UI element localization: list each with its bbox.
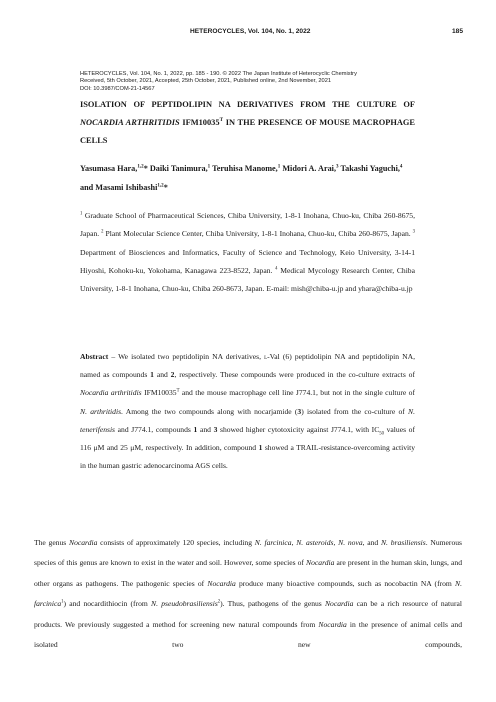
body-text: consists of approximately 120 species, including: [97, 538, 255, 547]
author-name: Midori A. Arai,: [282, 164, 336, 173]
author-sep: *: [163, 183, 168, 192]
compound-ref: 3: [213, 424, 218, 434]
affil-text: Graduate School of Pharmaceutical Sciences, Chiba University, 1-8-1 Inohana, Chuo-ku, Chiba 260-8675, Japan.: [80, 211, 415, 239]
species-name: N. farcinica: [254, 538, 292, 547]
abstract-text: and: [197, 424, 214, 434]
compound-ref: 1: [150, 370, 154, 380]
compound-ref: 2: [170, 370, 175, 380]
citation-dates: Received, 5th October, 2021, Accepted, 25th October, 2021, Published online, 2nd November, 2021: [80, 78, 332, 85]
author-name: Teruhisa Manome,: [212, 164, 278, 173]
abstract: [80, 348, 415, 475]
reference-sup[interactable]: 1: [61, 599, 64, 605]
species-name: N. asteroids: [296, 538, 334, 547]
stereo-prefix: l: [264, 352, 268, 361]
doi: DOI: 10.3987/COM-21-14567: [80, 85, 155, 92]
affil-text: Department of Biosciences and Informatics, Faculty of Science and Technology, Keio University, 3-14-1 Hiyoshi, Kohoku-ku, Yokohama, Kanagawa 223-8522, Japan.: [80, 247, 415, 275]
body-text: produce many bioactive compounds, such as nocobactin NA (from: [235, 578, 456, 588]
abstract-text: ) isolated from the co-culture of: [301, 406, 409, 416]
compound-ref: 3: [297, 406, 302, 416]
affil-number: 2: [101, 229, 104, 235]
affil-text: Medical Mycology Research Center, Chiba University, 1-8-1 Inohana, Chuo-ku, Chiba 260-8673, Japan. E-mail: mish@chiba-u.jp and yhara@chiba-u.jp: [80, 265, 415, 294]
author-name: Masami Ishibashi: [95, 183, 158, 192]
abstract-text: -Val (6) peptidolipin NA and peptidolipin NA, named as compounds: [80, 352, 415, 380]
journal-header: HETEROCYCLES, Vol. 104, No. 1, 2022: [190, 28, 311, 35]
abstract-text: showed a TRAIL-resistance-overcoming activity in the human gastric adenocarcinoma AGS cells.: [80, 443, 416, 471]
author-name: Daiki Tanimura,: [149, 164, 208, 173]
affiliations: [80, 207, 415, 298]
abstract-text: and J774.1, compounds: [115, 424, 194, 434]
body-text: are present in the human skin, lungs, and other organs as pathogens. The pathogenic species of: [34, 558, 462, 588]
genus-name: Nocardia: [318, 619, 347, 629]
species-name: Nocardia arthritidis: [80, 388, 142, 398]
author-name: Yasumasa Hara,: [80, 164, 138, 173]
author-list: [80, 159, 415, 197]
species-name: N. arthritidis: [80, 406, 122, 416]
article-title: [80, 96, 415, 150]
abstract-text: and the mouse macrophage cell line J774.1, but not in the single culture of: [179, 388, 415, 398]
affil-number: 1: [80, 211, 83, 217]
species-name: N. tenerifensis: [80, 406, 415, 434]
body-text: . Numerous species of this genus are known to exist in the water and soil. However, some species of: [34, 538, 462, 568]
species-name: N. nova: [338, 538, 363, 547]
body-text: in the presence of animal cells and isolated two new compounds,: [34, 619, 462, 650]
abstract-label: Abstract: [80, 352, 109, 361]
genus-name: Nocardia: [306, 558, 335, 568]
genus-name: Nocardia: [207, 578, 236, 588]
species-name: N. pseudobrasiliensis: [151, 599, 218, 609]
body-text: ,: [291, 538, 297, 547]
abstract-text: . Among the two compounds along with nocarjamide (: [121, 406, 298, 416]
body-text: ) and nocardithiocin (from: [63, 599, 152, 609]
title-text: ISOLATION OF PEPTIDOLIPIN NA DERIVATIVES FROM THE CULTURE OF: [80, 100, 415, 109]
strain-sup: T: [176, 388, 180, 394]
title-strain: IFM10035: [179, 118, 220, 127]
body-text: , and: [362, 538, 381, 547]
abstract-text: and: [153, 370, 171, 380]
author-affil-sup: 1: [277, 163, 281, 170]
citation-block: [80, 71, 410, 93]
body-text: ). Thus, pathogens of the genus: [220, 599, 325, 609]
affil-text: Plant Molecular Science Center, Chiba University, 1-8-1 Inohana, Chuo-ku, Chiba 260-8675, Japan.: [105, 229, 413, 239]
abstract-text: IFM10035: [141, 388, 177, 398]
body-text: The genus: [34, 538, 70, 547]
species-name: N. brasiliensis: [380, 538, 426, 547]
affil-number: 3: [412, 229, 416, 235]
compound-ref: 1: [258, 443, 263, 453]
compound-ref: 1: [193, 424, 198, 434]
running-head: [0, 28, 496, 42]
abstract-text: , respectively. These compounds were produced in the co-culture extracts of: [174, 370, 416, 380]
body-text: ,: [333, 538, 339, 547]
body-text: can be a rich resource of natural products. We previously suggested a method for screening new natural compounds from: [34, 599, 462, 629]
author-affil-sup: 3: [336, 163, 339, 170]
abstract-text: values of 116 μM and 25 μM, respectively. In addition, compound: [80, 424, 415, 453]
author-name: Takashi Yaguchi,: [340, 164, 400, 173]
citation-line: HETEROCYCLES, Vol. 104, No. 1, 2022, pp. 185 - 190. © 2022 The Japan Institute of Heterocyclic Chemistry: [80, 71, 357, 77]
genus-name: Nocardia: [324, 599, 354, 609]
author-affil-sup: 1,2: [157, 182, 164, 189]
affil-number: 4: [275, 266, 278, 272]
abstract-text: showed higher cytotoxicity against J774.1, with IC: [217, 424, 380, 434]
reference-sup[interactable]: 2: [217, 599, 221, 605]
author-affil-sup: 1,2: [137, 163, 144, 170]
author-sep: *: [143, 164, 150, 173]
title-strain-sup: T: [219, 117, 224, 124]
title-species: NOCARDIA ARTHRITIDIS: [80, 118, 180, 127]
title-text-end: IN THE PRESENCE OF MOUSE MACROPHAGE CELLS: [80, 118, 416, 145]
body-paragraph: [34, 533, 462, 655]
author-affil-sup: 1: [207, 163, 211, 170]
species-name: N. farcinica: [34, 578, 462, 609]
author-sep: and: [80, 183, 96, 192]
ic50-sub: 50: [379, 431, 384, 437]
genus-name: Nocardia: [69, 538, 98, 547]
abstract-text: – We isolated two peptidolipin NA derivatives,: [108, 352, 265, 361]
author-affil-sup: 4: [399, 163, 403, 170]
page-number: 185: [452, 28, 464, 35]
